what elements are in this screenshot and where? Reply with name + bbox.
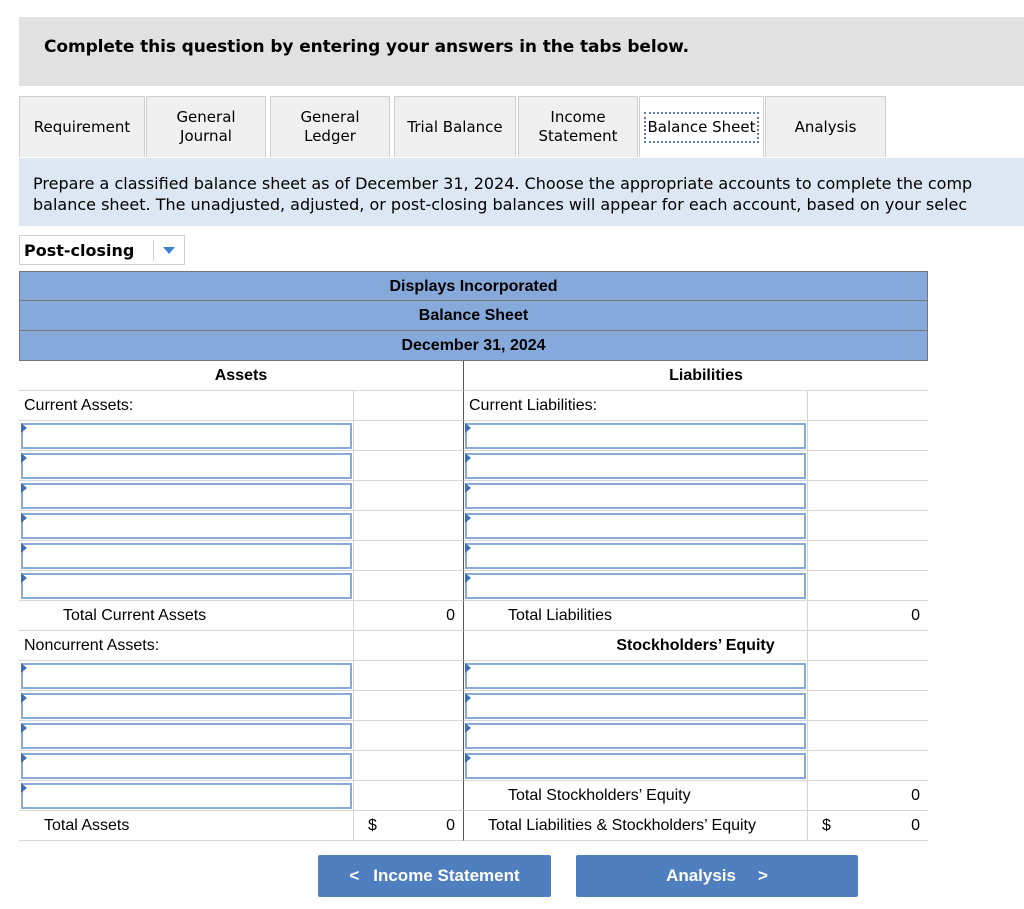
account-cell xyxy=(19,541,353,571)
amount-cell xyxy=(807,541,928,571)
current-liability-account-input[interactable] xyxy=(465,423,806,449)
account-cell xyxy=(463,481,807,511)
liabilities-heading: Liabilities xyxy=(463,361,928,391)
tab-label: General Journal xyxy=(176,108,236,145)
table-row xyxy=(19,691,928,721)
current-asset-account-input[interactable] xyxy=(21,453,352,479)
amount-cell xyxy=(807,721,928,751)
balance-type-select[interactable] xyxy=(19,235,185,265)
table-row xyxy=(19,601,928,631)
dropdown-flag-icon xyxy=(465,453,471,463)
noncurrent-asset-account-input[interactable] xyxy=(21,723,352,749)
account-cell xyxy=(19,691,353,721)
account-cell xyxy=(463,751,807,781)
currency-symbol: $ xyxy=(368,817,377,834)
tab-label: General Ledger xyxy=(300,108,360,145)
tab-label: Trial Balance xyxy=(407,117,503,136)
dropdown-flag-icon xyxy=(21,693,27,703)
amount-cell xyxy=(807,421,928,451)
table-row xyxy=(19,661,928,691)
total-current-assets-cell xyxy=(353,601,463,631)
amount-cell xyxy=(353,781,463,811)
total-current-assets-label: Total Current Assets xyxy=(19,601,353,631)
instruction-text: Complete this question by entering your answers in the tabs below. xyxy=(44,37,690,57)
tab-analysis[interactable] xyxy=(765,96,886,157)
amount-cell xyxy=(353,511,463,541)
dropdown-flag-icon xyxy=(21,453,27,463)
tab-trial-balance[interactable] xyxy=(394,96,516,157)
company-name: Displays Incorporated xyxy=(19,271,928,301)
account-cell xyxy=(463,421,807,451)
current-liabilities-label: Current Liabilities: xyxy=(463,391,807,421)
equity-account-input[interactable] xyxy=(465,693,806,719)
account-cell xyxy=(463,691,807,721)
dropdown-flag-icon xyxy=(21,783,27,793)
dropdown-flag-icon xyxy=(465,753,471,763)
amount-cell xyxy=(353,631,463,661)
prompt-box xyxy=(19,158,1024,226)
amount-cell xyxy=(807,451,928,481)
total-liabilities-cell xyxy=(807,601,928,631)
account-cell xyxy=(463,571,807,601)
amount-cell xyxy=(807,751,928,781)
amount-cell xyxy=(353,571,463,601)
noncurrent-asset-account-input[interactable] xyxy=(21,663,352,689)
amount-cell xyxy=(353,421,463,451)
account-cell xyxy=(463,511,807,541)
total-assets-label: Total Assets xyxy=(19,811,353,841)
dropdown-flag-icon xyxy=(465,723,471,733)
current-assets-label: Current Assets: xyxy=(19,391,353,421)
prev-button-label: Income Statement xyxy=(373,866,520,885)
table-row xyxy=(19,571,928,601)
equity-account-input[interactable] xyxy=(465,663,806,689)
amount-cell xyxy=(353,481,463,511)
total-assets-value: 0 xyxy=(446,817,455,834)
dropdown-flag-icon xyxy=(21,543,27,553)
table-row xyxy=(19,391,928,421)
account-cell xyxy=(19,721,353,751)
current-asset-account-input[interactable] xyxy=(21,573,352,599)
total-le-label: Total Liabilities & Stockholders’ Equity xyxy=(463,811,807,841)
dropdown-flag-icon xyxy=(21,753,27,763)
amount-cell xyxy=(807,511,928,541)
tab-general-journal[interactable] xyxy=(146,96,266,157)
amount-cell xyxy=(353,451,463,481)
statement-title: Balance Sheet xyxy=(19,301,928,331)
total-current-assets-value: 0 xyxy=(446,607,455,624)
dropdown-flag-icon xyxy=(465,423,471,433)
current-asset-account-input[interactable] xyxy=(21,543,352,569)
next-button-label: Analysis xyxy=(666,866,736,885)
account-cell xyxy=(19,421,353,451)
total-le-cell xyxy=(807,811,928,841)
current-liability-account-input[interactable] xyxy=(465,483,806,509)
dropdown-flag-icon xyxy=(21,483,27,493)
caret-down-icon xyxy=(163,247,175,254)
tab-bar xyxy=(19,96,1024,158)
current-asset-account-input[interactable] xyxy=(21,483,352,509)
total-liabilities-value: 0 xyxy=(911,607,920,624)
current-liability-account-input[interactable] xyxy=(465,453,806,479)
table-row xyxy=(19,421,928,451)
account-cell xyxy=(463,451,807,481)
dropdown-flag-icon xyxy=(21,423,27,433)
table-row xyxy=(19,781,928,811)
table-row xyxy=(19,541,928,571)
chevron-left-icon: < xyxy=(349,866,360,885)
dropdown-flag-icon xyxy=(465,483,471,493)
noncurrent-asset-account-input[interactable] xyxy=(21,693,352,719)
noncurrent-asset-account-input[interactable] xyxy=(21,753,352,779)
account-cell xyxy=(19,571,353,601)
total-assets-cell xyxy=(353,811,463,841)
dropdown-flag-icon xyxy=(465,663,471,673)
select-divider xyxy=(153,240,154,261)
total-equity-value: 0 xyxy=(911,787,920,804)
prompt-line: Prepare a classified balance sheet as of December 31, 2024. Choose the appropriate accounts to complete the comp xyxy=(33,174,973,193)
amount-cell xyxy=(353,721,463,751)
total-le-value: 0 xyxy=(911,817,920,834)
current-liability-account-input[interactable] xyxy=(465,513,806,539)
prev-income-statement-button[interactable] xyxy=(318,855,551,897)
amount-cell xyxy=(353,661,463,691)
statement-date: December 31, 2024 xyxy=(19,331,928,361)
noncurrent-asset-account-input[interactable] xyxy=(21,783,352,809)
assets-heading: Assets xyxy=(19,361,463,391)
amount-cell xyxy=(807,481,928,511)
amount-cell xyxy=(353,541,463,571)
amount-cell xyxy=(353,751,463,781)
table-row xyxy=(19,631,928,661)
table-row xyxy=(19,511,928,541)
dropdown-flag-icon xyxy=(465,573,471,583)
table-row xyxy=(19,451,928,481)
account-cell xyxy=(19,781,353,811)
equity-heading: Stockholders’ Equity xyxy=(463,631,807,661)
table-row xyxy=(19,751,928,781)
amount-cell xyxy=(353,391,463,421)
tab-label: Analysis xyxy=(794,117,857,136)
amount-cell xyxy=(807,571,928,601)
dropdown-flag-icon xyxy=(21,513,27,523)
account-cell xyxy=(19,511,353,541)
next-analysis-button[interactable] xyxy=(576,855,858,897)
instruction-banner xyxy=(19,17,1024,86)
account-cell xyxy=(19,481,353,511)
chevron-right-icon: > xyxy=(758,866,768,885)
dropdown-flag-icon xyxy=(465,543,471,553)
amount-cell xyxy=(807,661,928,691)
table-row xyxy=(19,361,928,391)
table-row xyxy=(19,811,928,841)
current-liability-account-input[interactable] xyxy=(465,543,806,569)
tab-label: Balance Sheet xyxy=(646,114,758,141)
balance-sheet-table xyxy=(19,271,928,841)
tab-balance-sheet[interactable] xyxy=(639,96,764,157)
amount-cell xyxy=(807,631,928,661)
amount-cell xyxy=(807,691,928,721)
prompt-line: balance sheet. The unadjusted, adjusted, or post-closing balances will appear for each account, based on your selec xyxy=(33,195,968,214)
amount-cell xyxy=(807,391,928,421)
dropdown-flag-icon xyxy=(21,663,27,673)
dropdown-flag-icon xyxy=(465,513,471,523)
current-asset-account-input[interactable] xyxy=(21,513,352,539)
table-row xyxy=(19,721,928,751)
total-equity-cell xyxy=(807,781,928,811)
dropdown-flag-icon xyxy=(465,693,471,703)
equity-account-input[interactable] xyxy=(465,753,806,779)
current-liability-account-input[interactable] xyxy=(465,573,806,599)
equity-account-input[interactable] xyxy=(465,723,806,749)
tab-general-ledger[interactable] xyxy=(270,96,390,157)
account-cell xyxy=(463,541,807,571)
total-equity-label: Total Stockholders’ Equity xyxy=(463,781,807,811)
noncurrent-assets-label: Noncurrent Assets: xyxy=(19,631,353,661)
total-liabilities-label: Total Liabilities xyxy=(463,601,807,631)
account-cell xyxy=(463,721,807,751)
account-cell xyxy=(463,661,807,691)
balance-type-value: Post-closing xyxy=(24,241,135,260)
dropdown-flag-icon xyxy=(21,573,27,583)
current-asset-account-input[interactable] xyxy=(21,423,352,449)
account-cell xyxy=(19,451,353,481)
tab-requirement[interactable] xyxy=(19,96,145,157)
tab-label: Income Statement xyxy=(538,108,618,145)
amount-cell xyxy=(353,691,463,721)
table-row xyxy=(19,481,928,511)
tab-label: Requirement xyxy=(33,117,131,136)
account-cell xyxy=(19,661,353,691)
currency-symbol: $ xyxy=(822,817,831,834)
dropdown-flag-icon xyxy=(21,723,27,733)
prompt-text xyxy=(33,173,972,215)
tab-income-statement[interactable] xyxy=(518,96,638,157)
account-cell xyxy=(19,751,353,781)
